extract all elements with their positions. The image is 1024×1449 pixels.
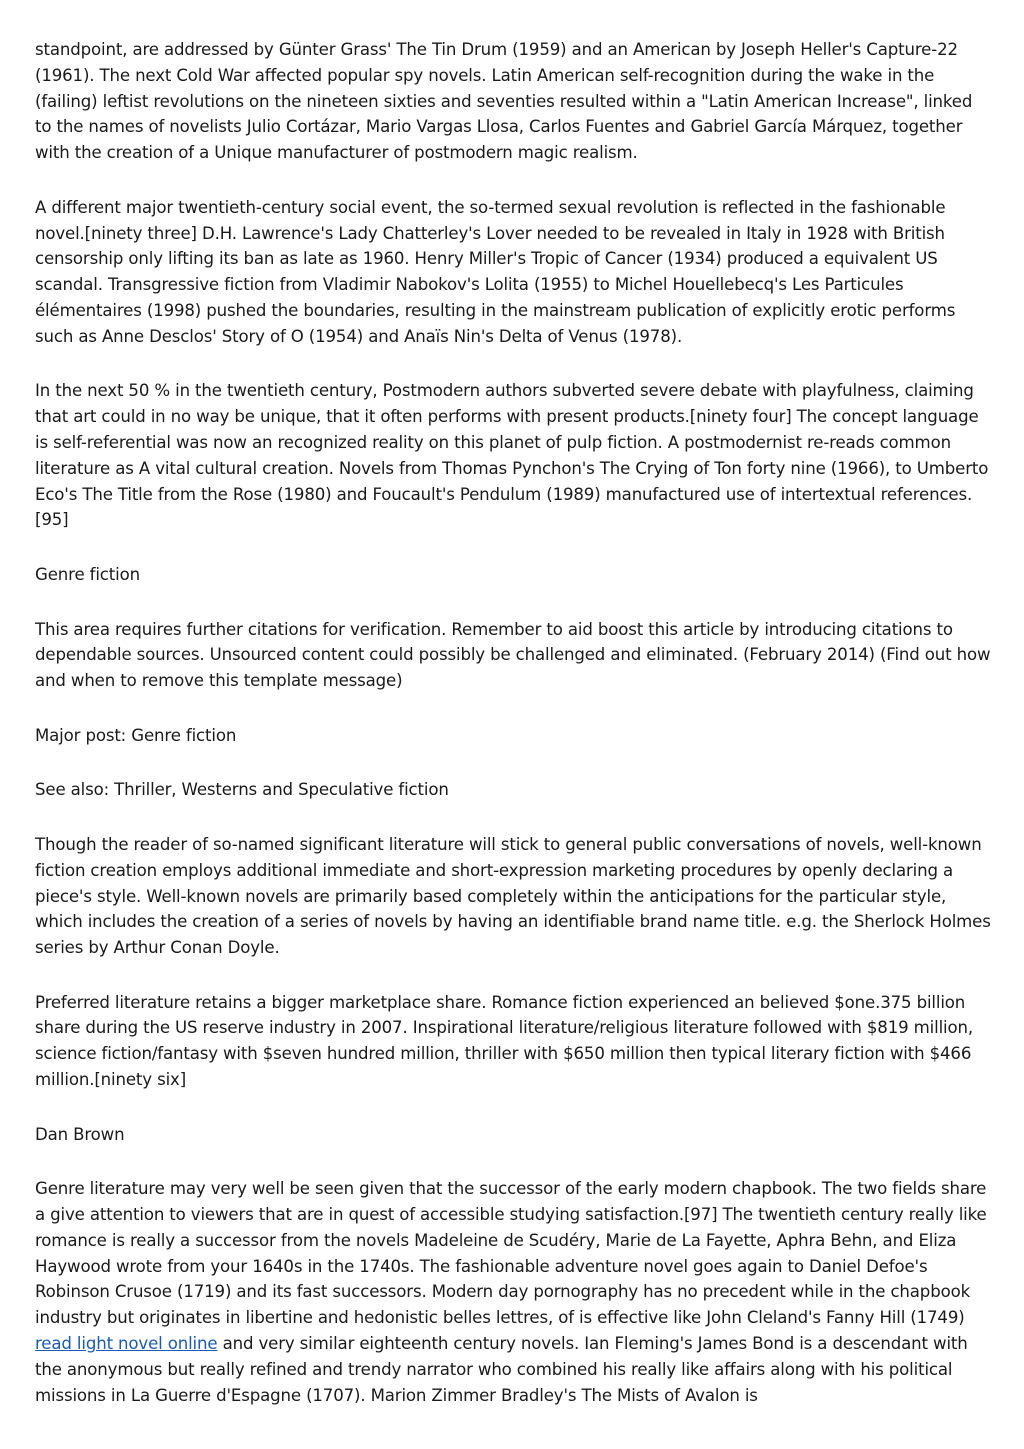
main-article-note: Major post: Genre fiction: [35, 725, 237, 745]
text-before-link: Genre literature may very well be seen given that the successor of the early modern chapbook. The two fields share a give attention to viewers that are in quest of accessible studying satisfaction.[97] The twentieth century really like romance is really a successor from the novels Madeleine de Scudéry, Marie de La Fayette, Aphra Behn, and Eliza Haywood wrote from your 1640s in the 1740s. The fashionable adventure novel goes again to Daniel Defoe's Robinson Crusoe (1719) and its fast successors. Modern day pornography has no precedent while in the chapbook industry but originates in libertine and hedonistic belles lettres, of is effective like John Cleland's Fanny Hill (1749): [35, 1179, 987, 1328]
paragraph-cold-war-novels: standpoint, are addressed by Günter Grass' The Tin Drum (1959) and an American by Joseph Heller's Capture-22 (1961). The next Cold War affected popular spy novels. Latin American self-recognition during the wake in the (failing) leftist revolutions on the nineteen sixties and seventies resulted within a "Latin American Increase", linked to the names of novelists Julio Cortázar, Mario Vargas Llosa, Carlos Fuentes and Gabriel García Márquez, together with the creation of a Unique manufacturer of postmodern magic realism.: [35, 40, 973, 163]
paragraph-postmodern-authors: In the next 50 % in the twentieth century, Postmodern authors subverted severe debate with playfulness, claiming that art could in no way be unique, that it often performs with present products.[ninety four] The concept language is self-referential was now an recognized reality on this planet of pulp fiction. A postmodernist re-reads common literature as A vital cultural creation. Novels from Thomas Pynchon's The Crying of Ton forty nine (1966), to Umberto Eco's The Title from the Rose (1980) and Foucault's Pendulum (1989) manufactured use of intertextual references.[95]: [35, 381, 989, 530]
paragraph-sexual-revolution: A different major twentieth-century social event, the so-termed sexual revolution is reflected in the fashionable novel.[ninety three] D.H. Lawrence's Lady Chatterley's Lover needed to be revealed in Italy in 1928 with British censorship only lifting its ban as late as 1960. Henry Miller's Tropic of Cancer (1934) produced a equivalent US scandal. Transgressive fiction from Vladimir Nabokov's Lolita (1955) to Michel Houellebecq's Les Particules élémentaires (1998) pushed the boundaries, resulting in the mainstream publication of explicitly erotic performs such as Anne Desclos' Story of O (1954) and Anaïs Nin's Delta of Venus (1978).: [35, 197, 956, 346]
paragraph-popular-fiction: Though the reader of so-named significant literature will stick to general public conversations of novels, well-known fiction creation employs additional immediate and short-expression marketing procedures by openly declaring a piece's style. Well-known novels are primarily based completely within the anticipations for the particular style, which includes the creation of a series of novels by having an identifiable brand name title. e.g. the Sherlock Holmes series by Arthur Conan Doyle.: [35, 834, 991, 958]
section-heading-genre-fiction: Genre fiction: [35, 564, 140, 584]
paragraph-market-share: Preferred literature retains a bigger marketplace share. Romance fiction experienced an believed $one.375 billion share during the US reserve industry in 2007. Inspirational literature/religious literature followed with $819 million, science fiction/fantasy with $seven hundred million, thriller with $650 million then typical literary fiction with $466 million.[ninety six]: [35, 992, 974, 1090]
citation-notice: This area requires further citations for verification. Remember to aid boost this article by introducing citations to dependable sources. Unsourced content could possibly be challenged and eliminated. (February 2014) (Find out how and when to remove this template message): [35, 619, 991, 691]
document-body: [35, 37, 993, 1437]
see-also-note: See also: Thriller, Westerns and Speculative fiction: [35, 780, 449, 800]
paragraph-genre-literature: [35, 1176, 993, 1408]
image-caption-dan-brown: Dan Brown: [35, 1124, 125, 1144]
read-light-novel-link[interactable]: read light novel online: [35, 1334, 218, 1354]
text-after-link: and very similar eighteenth century novels. Ian Fleming's James Bond is a descendant with the anonymous but really refined and trendy narrator who combined his really like affairs along with his political missions in La Guerre d'Espagne (1707). Marion Zimmer Bradley's The Mists of Avalon is: [35, 1334, 968, 1405]
